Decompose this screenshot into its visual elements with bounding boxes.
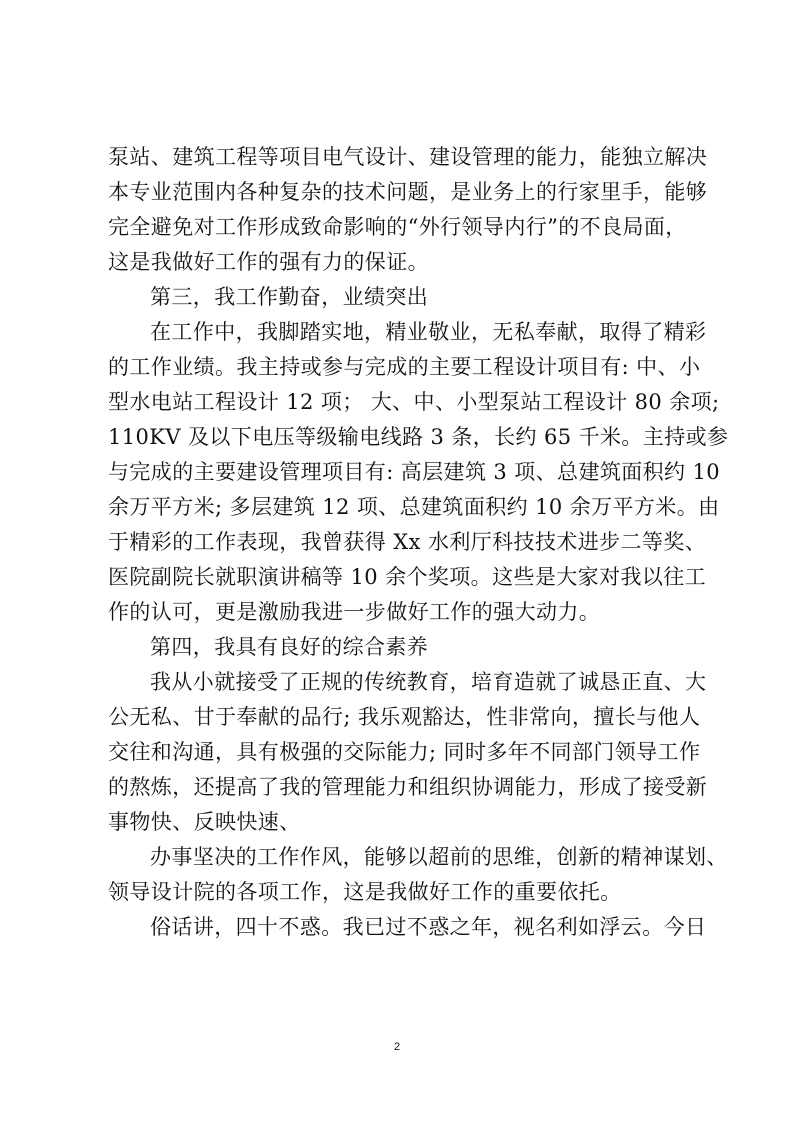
text-line: 俗话讲，四十不惑。我已过不惑之年，视名利如浮云。今日 <box>150 915 707 939</box>
text-line: 与完成的主要建设管理项目有: 高层建筑 3 项、总建筑面积约 10 <box>108 460 721 484</box>
text-line: 于精彩的工作表现，我曾获得 Xx 水利厅科技技术进步二等奖、 <box>108 530 707 554</box>
text-line: 领导设计院的各项工作，这是我做好工作的重要依托。 <box>108 880 622 904</box>
document-body <box>108 140 729 945</box>
section-heading: 第三，我工作勤奋，业绩突出 <box>150 285 429 309</box>
text-line: 的熬炼，还提高了我的管理能力和组织协调能力，形成了接受新 <box>108 775 708 799</box>
text-line: 泵站、建筑工程等项目电气设计、建设管理的能力，能独立解决 <box>108 145 708 169</box>
section-heading: 第四，我具有良好的综合素养 <box>150 635 429 659</box>
text-line: 本专业范围内各种复杂的技术问题，是业务上的行家里手，能够 <box>108 180 708 204</box>
text-line: 事物快、反映快速、 <box>108 810 301 834</box>
text-line: 余万平方米; 多层建筑 12 项、总建筑面积约 10 余万平方米。由 <box>108 495 720 519</box>
text-line: 在工作中，我脚踏实地，精业敬业，无私奉献，取得了精彩 <box>150 320 707 344</box>
text-line: 公无私、甘于奉献的品行; 我乐观豁达，性非常向，擅长与他人 <box>108 705 701 729</box>
page-number: 2 <box>393 1041 401 1053</box>
text-line: 作的认可，更是激励我进一步做好工作的强大动力。 <box>108 600 601 624</box>
text-line: 医院副院长就职演讲稿等 10 余个奖项。这些是大家对我以往工 <box>108 565 707 589</box>
text-line: 的工作业绩。我主持或参与完成的主要工程设计项目有: 中、小 <box>108 355 701 379</box>
text-line: 办事坚决的工作作风，能够以超前的思维，创新的精神谋划、 <box>150 845 728 869</box>
text-line: 完全避免对工作形成致命影响的“外行领导内行”的不良局面， <box>108 215 687 239</box>
text-line: 交往和沟通，具有极强的交际能力; 同时多年不同部门领导工作 <box>108 740 701 764</box>
text-line: 这是我做好工作的强有力的保证。 <box>108 250 429 274</box>
text-line: 型水电站工程设计 12 项； 大、中、小型泵站工程设计 80 余项; <box>108 390 720 414</box>
text-line: 我从小就接受了正规的传统教育，培育造就了诚恳正直、大 <box>150 670 707 694</box>
text-line: 110KV 及以下电压等级输电线路 3 条，长约 65 千米。主持或参 <box>108 425 729 449</box>
